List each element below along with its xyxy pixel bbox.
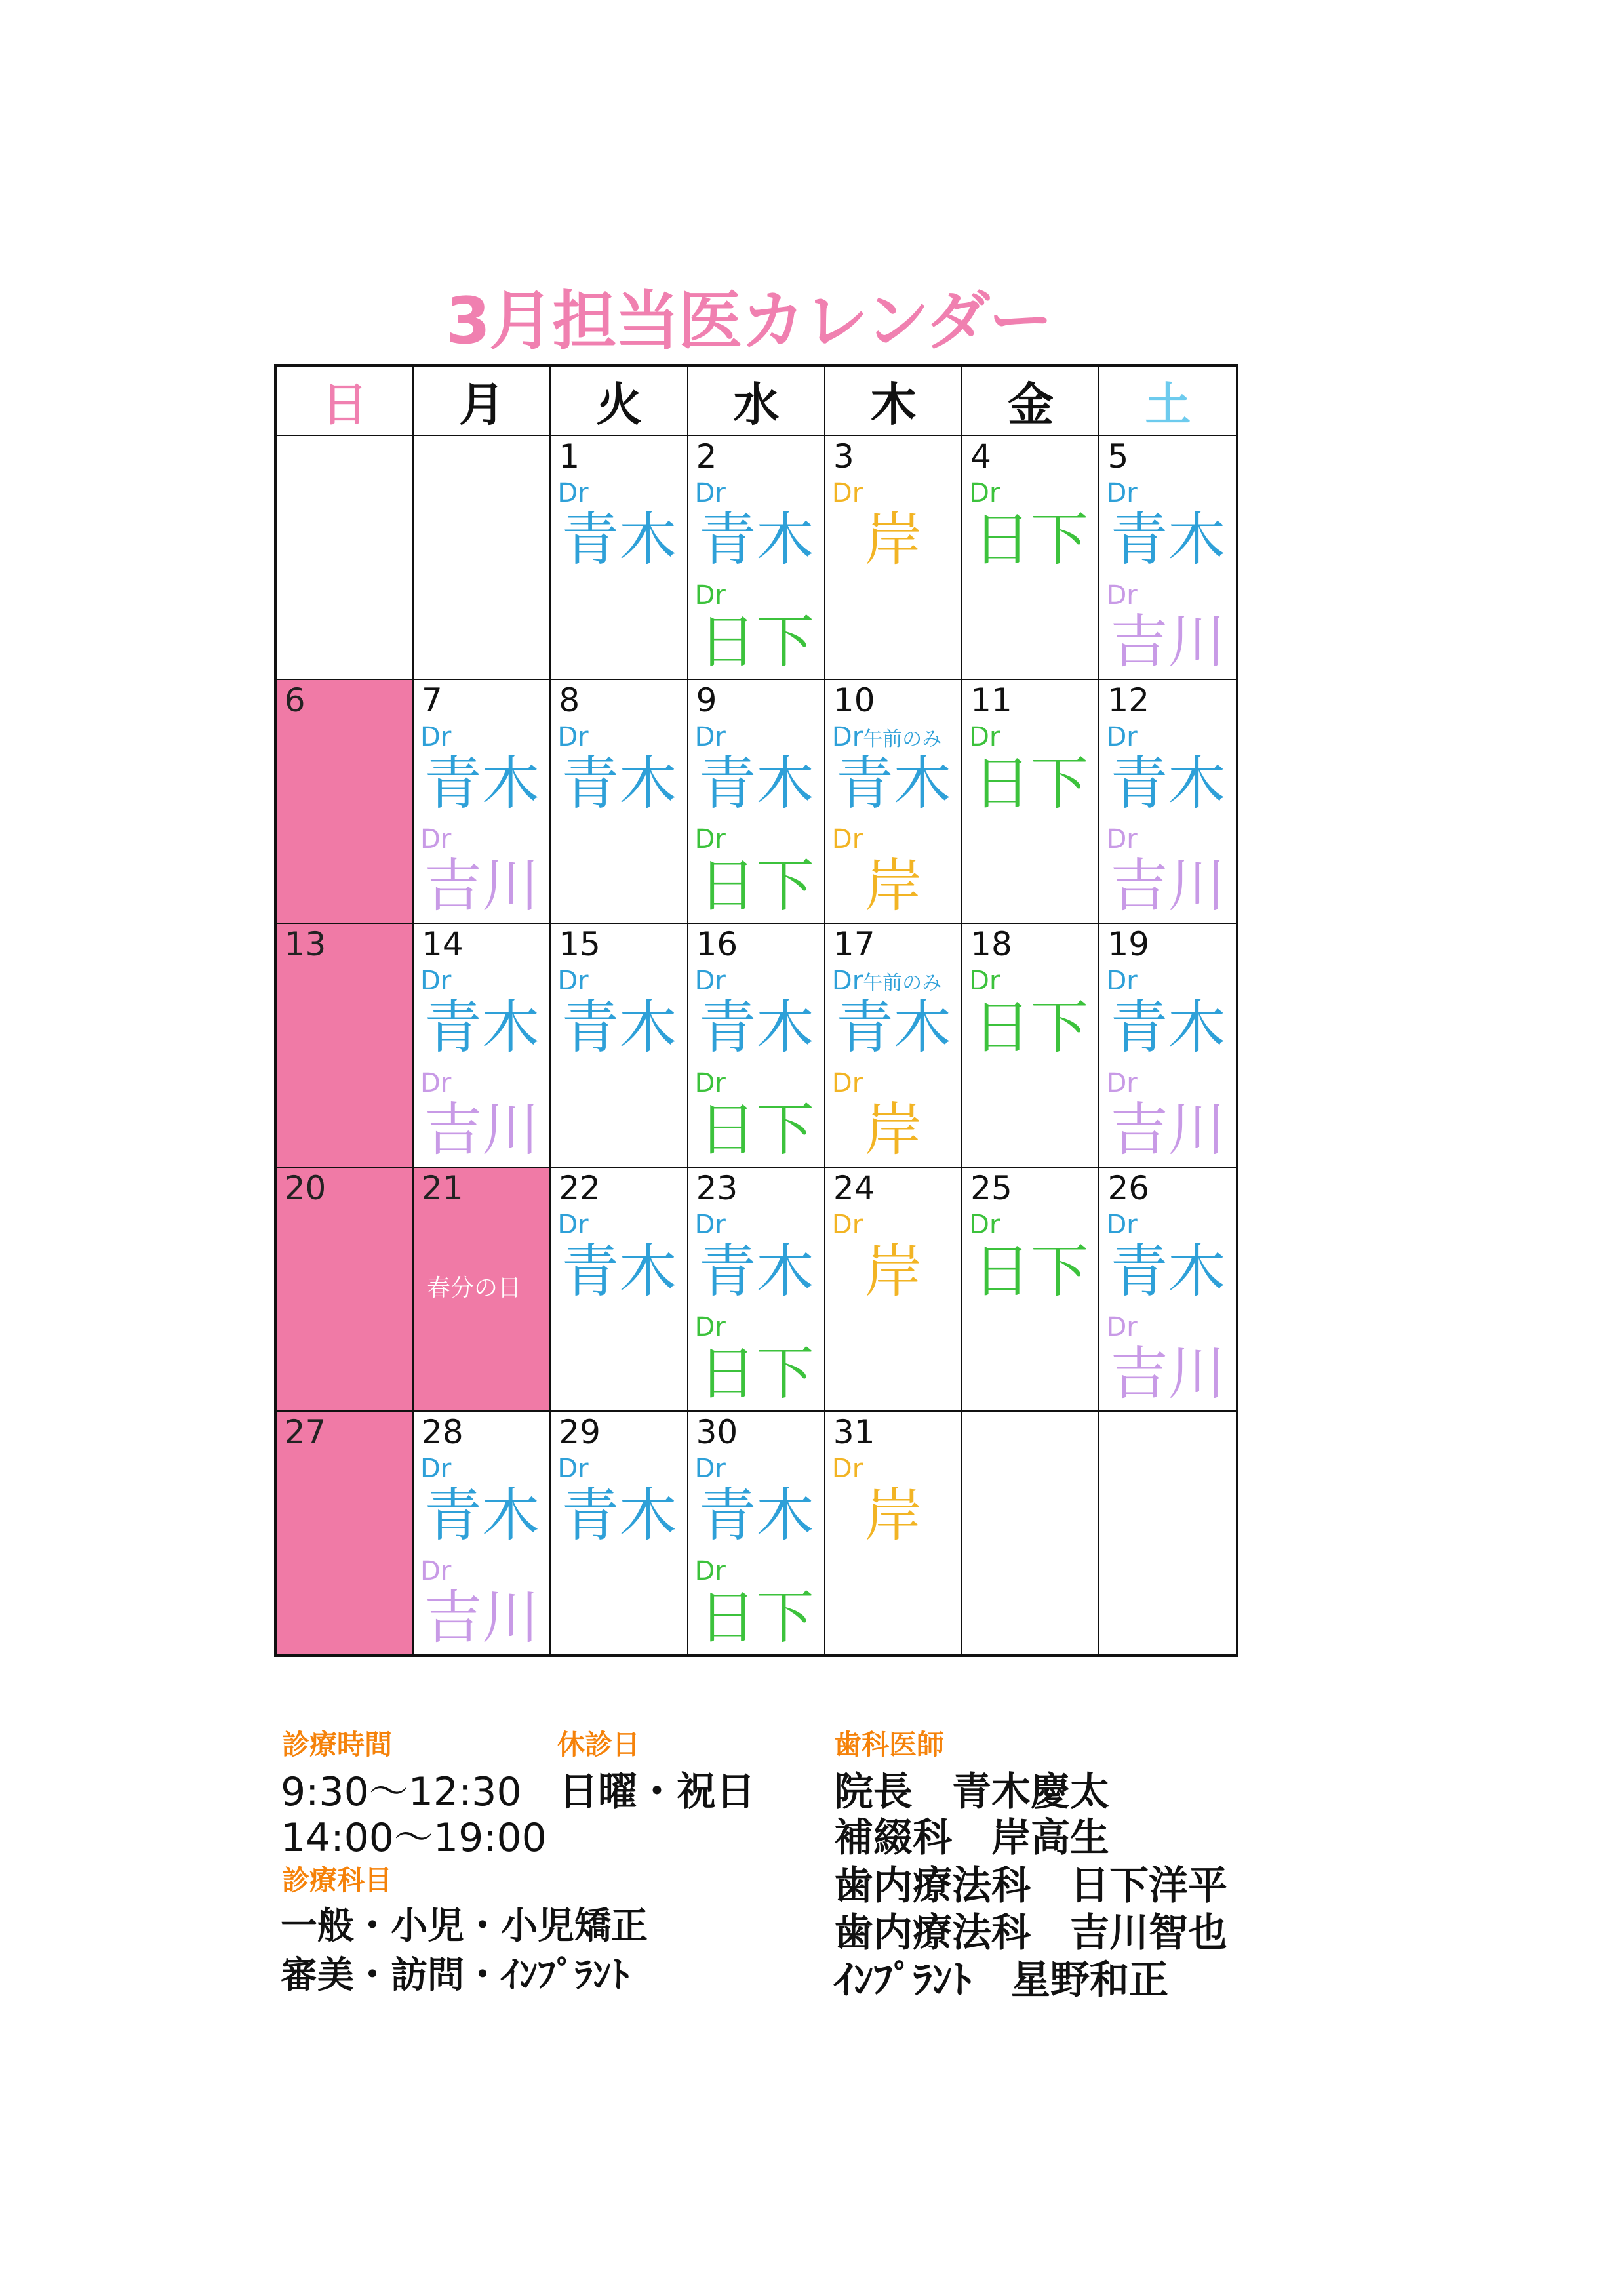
doctor-name: 岸 [864, 1237, 922, 1305]
day-number: 8 [559, 681, 580, 719]
day-number: 9 [696, 681, 717, 719]
dr-label [420, 1555, 451, 1587]
day-cell-18 [961, 923, 1100, 1168]
doctor-slot [688, 1208, 825, 1313]
dr-text: Dr [557, 477, 589, 508]
dr-label [969, 721, 1000, 753]
dr-label [420, 965, 451, 997]
dr-label [969, 965, 1000, 997]
doctor-name: 青木 [698, 993, 814, 1061]
day-number: 18 [970, 925, 1012, 963]
doctor-name: 青木 [1110, 993, 1226, 1061]
dr-text: Dr [694, 1453, 726, 1484]
hours-afternoon: 14:00〜19:00 [281, 1815, 547, 1861]
day-cell-30 [687, 1410, 826, 1656]
dr-text: Dr [1106, 477, 1138, 508]
dr-text: Dr [420, 1555, 452, 1586]
doctor-name: 青木 [561, 749, 677, 817]
dr-text: Dr [420, 1068, 452, 1098]
dr-text: Dr [694, 1209, 726, 1240]
dr-label [420, 721, 451, 753]
day-number: 4 [970, 437, 991, 475]
doctor-name: 吉川 [1110, 1095, 1226, 1163]
day-cell-28 [412, 1410, 551, 1656]
doctor-name: 青木 [424, 1481, 540, 1549]
dr-text: Dr [1106, 1311, 1138, 1342]
day-cell-24 [824, 1167, 963, 1412]
dentist-endodontics-1: 歯内療法科 日下洋平 [834, 1863, 1227, 1909]
dr-label [832, 1067, 863, 1100]
dr-label [420, 1067, 451, 1100]
day-cell-14 [412, 923, 551, 1168]
dentist-prosthodontics: 補綴科 岸高生 [834, 1815, 1109, 1861]
doctor-slot [551, 965, 687, 1069]
dentist-director: 院長 青木慶太 [834, 1769, 1109, 1815]
day-cell-8 [549, 679, 688, 925]
dr-text: Dr [831, 824, 863, 854]
doctor-name: 青木 [424, 749, 540, 817]
dentist-implant: ｲﾝﾌﾟﾗﾝﾄ 星野和正 [834, 1957, 1168, 2003]
doctor-slot [688, 1555, 825, 1656]
empty-cell [1098, 1410, 1237, 1656]
dr-label [1106, 823, 1137, 856]
day-cell-20 [275, 1167, 414, 1412]
dr-text: Dr [694, 965, 726, 996]
day-number: 17 [833, 925, 875, 963]
dr-label [1106, 965, 1137, 997]
day-number: 2 [696, 437, 717, 475]
dr-label [420, 1452, 451, 1485]
doctor-slot [551, 1452, 687, 1557]
day-number: 3 [833, 437, 854, 475]
weekday-header-wed: 水 [687, 365, 826, 437]
day-cell-27 [275, 1410, 414, 1656]
dr-text: Dr [831, 965, 863, 996]
dr-label [1106, 1311, 1137, 1344]
holiday-name: 春分の日 [427, 1274, 522, 1302]
dr-text: Dr [831, 1453, 863, 1484]
doctor-slot [825, 965, 962, 1069]
doctor-slot [688, 721, 825, 826]
dr-label [1106, 1067, 1137, 1100]
doctor-slot [825, 823, 962, 925]
day-cell-3 [824, 435, 963, 681]
doctor-name: 岸 [864, 1095, 922, 1163]
doctor-slot [1099, 579, 1236, 681]
weekday-header-thu: 木 [824, 365, 963, 437]
doctor-slot [551, 1208, 687, 1313]
doctor-name: 岸 [864, 505, 922, 573]
dr-label [832, 823, 863, 856]
dr-text: Dr [1106, 1068, 1138, 1098]
dr-text: Dr [694, 580, 726, 610]
day-cell-6 [275, 679, 414, 925]
day-cell-4 [961, 435, 1100, 681]
dr-text: Dr [694, 1555, 726, 1586]
dr-label [557, 1452, 588, 1485]
weekday-header-sat: 土 [1098, 365, 1237, 437]
doctor-slot [1099, 1208, 1236, 1313]
doctor-slot [825, 721, 962, 826]
doctor-name: 日下 [973, 1237, 1089, 1305]
empty-cell [412, 435, 551, 681]
dentists-label: 歯科医師 [834, 1728, 945, 1761]
dr-label [557, 1208, 588, 1241]
day-number: 27 [284, 1412, 327, 1451]
dr-text: Dr [420, 824, 452, 854]
doctor-name: 青木 [835, 749, 951, 817]
dr-text: Dr [831, 1068, 863, 1098]
day-cell-25 [961, 1167, 1100, 1412]
day-cell-22 [549, 1167, 688, 1412]
day-cell-29 [549, 1410, 688, 1656]
dr-label [695, 1311, 726, 1344]
dr-text: Dr [420, 1453, 452, 1484]
doctor-slot [414, 1555, 550, 1656]
doctor-slot [688, 823, 825, 925]
day-number: 10 [833, 681, 875, 719]
day-cell-2 [687, 435, 826, 681]
empty-cell [275, 435, 414, 681]
dr-label [695, 1452, 726, 1485]
dr-text: Dr [1106, 824, 1138, 854]
day-cell-16 [687, 923, 826, 1168]
dr-label [695, 477, 726, 509]
doctor-name: 吉川 [424, 1583, 540, 1651]
doctor-name: 日下 [698, 607, 814, 675]
doctor-slot [414, 823, 550, 925]
day-cell-9 [687, 679, 826, 925]
day-number: 19 [1107, 925, 1150, 963]
day-cell-5 [1098, 435, 1237, 681]
doctor-name: 吉川 [424, 1095, 540, 1163]
dr-text: Dr [831, 477, 863, 508]
dr-label [557, 721, 588, 753]
day-number: 31 [833, 1412, 875, 1451]
doctor-name: 岸 [864, 851, 922, 919]
doctor-slot [414, 721, 550, 826]
day-cell-7 [412, 679, 551, 925]
doctor-slot [414, 1067, 550, 1168]
dr-text: Dr [969, 965, 1000, 996]
closed-label: 休診日 [557, 1728, 641, 1761]
day-cell-26 [1098, 1167, 1237, 1412]
doctor-slot [825, 1452, 962, 1557]
dr-label [969, 1208, 1000, 1241]
day-number: 15 [559, 925, 601, 963]
day-number: 26 [1107, 1168, 1150, 1207]
day-cell-10 [824, 679, 963, 925]
doctor-slot [414, 965, 550, 1069]
dr-label [695, 1555, 726, 1587]
doctor-name: 日下 [698, 851, 814, 919]
dr-text: Dr [1106, 721, 1138, 752]
doctor-name: 青木 [1110, 749, 1226, 817]
doctor-name: 青木 [698, 1481, 814, 1549]
doctor-slot [414, 1452, 550, 1557]
doctor-name: 日下 [973, 749, 1089, 817]
day-cell-31 [824, 1410, 963, 1656]
day-number: 11 [970, 681, 1012, 719]
dr-text: Dr [969, 477, 1000, 508]
dr-text: Dr [420, 965, 452, 996]
doctor-name: 吉川 [1110, 1339, 1226, 1407]
dr-label [557, 477, 588, 509]
dr-label [1106, 477, 1137, 509]
dr-text: Dr [1106, 1209, 1138, 1240]
doctor-slot [551, 721, 687, 826]
doctor-name: 青木 [1110, 505, 1226, 573]
dr-label [695, 1067, 726, 1100]
doctor-name: 吉川 [1110, 607, 1226, 675]
doctor-name: 青木 [561, 1237, 677, 1305]
doctor-name: 吉川 [1110, 851, 1226, 919]
doctor-slot [825, 1067, 962, 1168]
dr-text: Dr [694, 721, 726, 752]
dr-label [695, 721, 726, 753]
day-number: 14 [422, 925, 464, 963]
dr-label [695, 1208, 726, 1241]
dr-text: Dr [1106, 580, 1138, 610]
doctor-slot [962, 965, 1099, 1069]
doctor-slot [825, 1208, 962, 1313]
dr-text: Dr [557, 1453, 589, 1484]
dr-text: Dr [694, 1068, 726, 1098]
day-cell-13 [275, 923, 414, 1168]
day-number: 21 [422, 1168, 464, 1207]
doctor-slot [551, 477, 687, 582]
doctor-name: 日下 [698, 1095, 814, 1163]
day-cell-11 [961, 679, 1100, 925]
doctor-name: 青木 [424, 993, 540, 1061]
dr-text: Dr [557, 965, 589, 996]
day-number: 25 [970, 1168, 1012, 1207]
day-cell-19 [1098, 923, 1237, 1168]
dr-label [420, 823, 451, 856]
morning-only-note: 午前のみ [863, 727, 942, 751]
doctor-name: 青木 [698, 505, 814, 573]
doctor-name: 日下 [698, 1339, 814, 1407]
doctor-slot [1099, 823, 1236, 925]
doctor-slot [825, 477, 962, 582]
doctor-name: 青木 [561, 505, 677, 573]
empty-cell [961, 1410, 1100, 1656]
dr-label [695, 965, 726, 997]
dr-text: Dr [694, 824, 726, 854]
doctor-slot [1099, 721, 1236, 826]
day-number: 16 [696, 925, 738, 963]
day-number: 22 [559, 1168, 601, 1207]
doctor-name: 日下 [973, 993, 1089, 1061]
dr-label [969, 477, 1000, 509]
dr-text: Dr [557, 1209, 589, 1240]
day-cell-1 [549, 435, 688, 681]
day-number: 12 [1107, 681, 1150, 719]
dr-label [832, 1208, 863, 1241]
day-number: 7 [422, 681, 443, 719]
dr-label [832, 1452, 863, 1485]
doctor-slot [1099, 1311, 1236, 1412]
day-number: 13 [284, 925, 327, 963]
doctor-name: 日下 [698, 1583, 814, 1651]
hours-morning: 9:30〜12:30 [281, 1769, 522, 1815]
day-cell-21 [412, 1167, 551, 1412]
doctor-name: 青木 [835, 993, 951, 1061]
doctor-slot [962, 477, 1099, 582]
dr-label [1106, 721, 1137, 753]
day-cell-23 [687, 1167, 826, 1412]
day-number: 23 [696, 1168, 738, 1207]
doctor-calendar [274, 364, 1238, 1657]
dr-text: Dr [831, 721, 863, 752]
doctor-slot [1099, 1067, 1236, 1168]
dr-label [695, 579, 726, 612]
dr-label [832, 477, 863, 509]
weekday-header-sun: 日 [275, 365, 414, 437]
doctor-name: 青木 [698, 749, 814, 817]
dr-label [1106, 579, 1137, 612]
closed-days: 日曜・祝日 [559, 1769, 755, 1815]
doctor-slot [1099, 965, 1236, 1069]
day-number: 5 [1107, 437, 1129, 475]
weekday-header-tue: 火 [549, 365, 688, 437]
calendar-title: 3月担当医カレンダー [446, 284, 1052, 359]
departments-line-2: 審美・訪問・ｲﾝﾌﾟﾗﾝﾄ [281, 1954, 629, 1997]
departments-label: 診療科目 [282, 1864, 393, 1896]
hours-label: 診療時間 [282, 1728, 393, 1761]
day-number: 30 [696, 1412, 738, 1451]
doctor-slot [688, 965, 825, 1069]
dr-text: Dr [694, 1311, 726, 1342]
doctor-name: 青木 [698, 1237, 814, 1305]
day-number: 24 [833, 1168, 875, 1207]
dr-text: Dr [557, 721, 589, 752]
doctor-slot [962, 721, 1099, 826]
dr-label [557, 965, 588, 997]
dr-text: Dr [1106, 965, 1138, 996]
doctor-slot [962, 1208, 1099, 1313]
dr-text: Dr [694, 477, 726, 508]
dr-text: Dr [969, 1209, 1000, 1240]
dr-text: Dr [420, 721, 452, 752]
dentist-endodontics-2: 歯内療法科 吉川智也 [834, 1910, 1227, 1956]
doctor-name: 青木 [561, 1481, 677, 1549]
morning-only-note: 午前のみ [863, 971, 942, 995]
doctor-slot [688, 1067, 825, 1168]
weekday-header-mon: 月 [412, 365, 551, 437]
day-cell-15 [549, 923, 688, 1168]
doctor-name: 青木 [561, 993, 677, 1061]
doctor-name: 岸 [864, 1481, 922, 1549]
day-number: 29 [559, 1412, 601, 1451]
doctor-slot [1099, 477, 1236, 582]
day-cell-17 [824, 923, 963, 1168]
day-number: 1 [559, 437, 580, 475]
day-number: 28 [422, 1412, 464, 1451]
weekday-header-fri: 金 [961, 365, 1100, 437]
day-number: 20 [284, 1168, 327, 1207]
doctor-name: 青木 [1110, 1237, 1226, 1305]
dr-text: Dr [969, 721, 1000, 752]
day-number: 6 [284, 681, 306, 719]
dr-text: Dr [831, 1209, 863, 1240]
day-cell-12 [1098, 679, 1237, 925]
dr-label [1106, 1208, 1137, 1241]
doctor-name: 吉川 [424, 851, 540, 919]
doctor-name: 日下 [973, 505, 1089, 573]
dr-label [695, 823, 726, 856]
doctor-slot [688, 1452, 825, 1557]
departments-line-1: 一般・小児・小児矯正 [281, 1905, 648, 1947]
doctor-slot [688, 579, 825, 681]
doctor-slot [688, 477, 825, 582]
doctor-slot [688, 1311, 825, 1412]
